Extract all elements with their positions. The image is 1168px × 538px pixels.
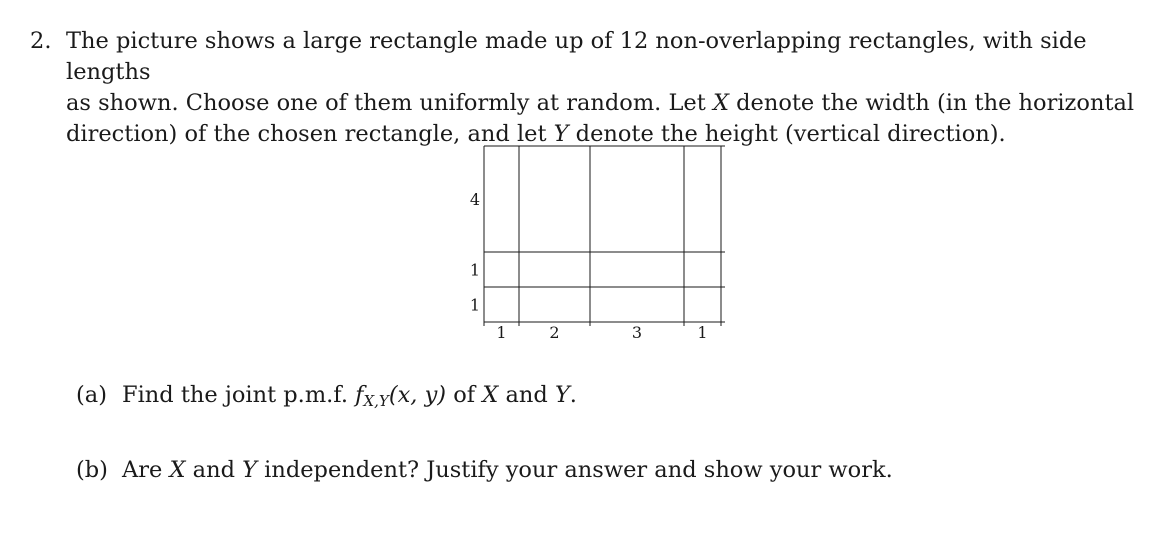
problem-line-2 xyxy=(66,88,1140,119)
row-height-label-2: 1 xyxy=(469,260,480,280)
rectangle-figure xyxy=(460,140,740,350)
problem-line-1 xyxy=(66,26,1140,88)
part-a-variable-x: X xyxy=(482,382,499,408)
pmf-args: (x, y) xyxy=(388,382,447,408)
part-b-variable-y: Y xyxy=(242,457,257,483)
problem-line-3-pre: direction) of the chosen rectangle, and let xyxy=(66,121,554,147)
part-a-text-mid: of xyxy=(446,382,483,408)
row-height-label-3: 1 xyxy=(469,295,480,315)
rectangle-grid-diagram xyxy=(460,140,740,350)
part-a-text-and: and xyxy=(498,382,555,408)
part-b-label: (b) xyxy=(76,457,108,483)
problem-number: 2. xyxy=(30,28,52,54)
column-width-label-1: 1 xyxy=(496,323,507,342)
part-a-variable-y: Y xyxy=(554,382,570,408)
part-b-text-and: and xyxy=(185,457,243,483)
problem-line-2-post: denote the width (in the horizontal xyxy=(728,90,1135,116)
pmf-function: f xyxy=(355,382,364,408)
problem-line-3-post: denote the height (vertical direction). xyxy=(568,121,1006,147)
column-width-label-3: 3 xyxy=(631,323,643,342)
variable-x: X xyxy=(712,90,729,116)
part-a xyxy=(76,380,577,417)
part-a-text-pre: Find the joint p.m.f. xyxy=(122,382,356,408)
column-width-label-4: 1 xyxy=(697,323,708,342)
part-b-text-pre: Are xyxy=(122,457,170,483)
part-b xyxy=(76,455,893,486)
part-a-label: (a) xyxy=(76,382,107,408)
row-height-label-1: 4 xyxy=(469,190,480,209)
part-b-variable-x: X xyxy=(169,457,186,483)
problem-line-1-text: The picture shows a large rectangle made up of 12 non-overlapping rectangles, with side lengths xyxy=(66,28,1087,85)
problem-statement xyxy=(30,26,1140,150)
part-a-text-end: . xyxy=(569,382,577,408)
variable-y: Y xyxy=(553,121,569,147)
pmf-subscript: X,Y xyxy=(363,392,389,410)
problem-text xyxy=(66,26,1140,150)
problem-line-2-pre: as shown. Choose one of them uniformly at random. Let xyxy=(66,90,713,116)
part-b-text-end: independent? Justify your answer and show your work. xyxy=(257,457,893,483)
column-width-label-2: 2 xyxy=(549,323,560,342)
